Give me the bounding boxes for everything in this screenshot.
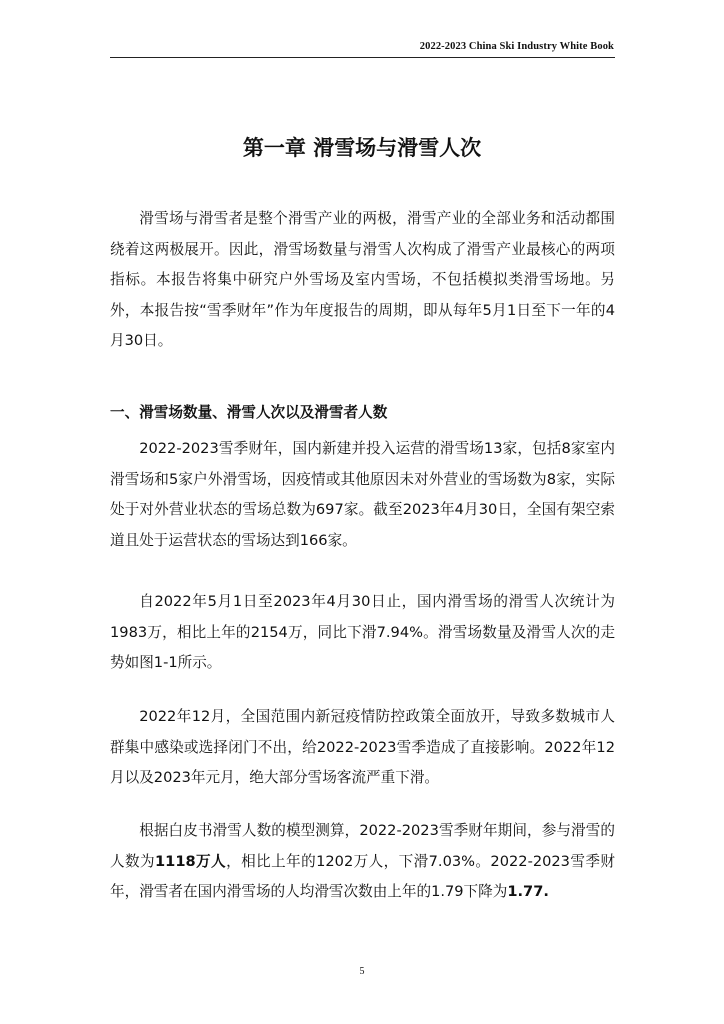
running-header: 2022-2023 China Ski Industry White Book: [419, 41, 614, 52]
paragraph-skier-count: [110, 816, 615, 908]
paragraph-block-1: [110, 434, 615, 556]
paragraph-block-3: [110, 702, 615, 794]
paragraph-skier-visits: 自2022年5月1日至2023年4月30日止，国内滑雪场的滑雪人次统计为1983万，相比上年的2154万，同比下滑7.94%。滑雪场数量及滑雪人次的走势如图1-1所示。: [110, 593, 615, 671]
skier-count-text-2: ，相比上年的1202万人，下滑7.03%。2022-2023雪季财年，滑雪者在国内滑雪场的人均滑雪次数由上年的1.79下降为: [110, 852, 615, 900]
skier-count-bold-2: 1.77.: [507, 883, 549, 900]
paragraph-ski-resorts: 2022-2023雪季财年，国内新建并投入运营的滑雪场13家，包括8家室内滑雪场和5家户外滑雪场，因疫情或其他原因未对外营业的雪场数为8家，实际处于对外营业状态的雪场总数为697家。截至2023年4月30日，全国有架空索道且处于运营状态的雪场达到166家。: [110, 440, 615, 549]
paragraph-covid-impact: 2022年12月，全国范围内新冠疫情防控政策全面放开，导致多数城市人群集中感染或选择闭门不出，给2022-2023雪季造成了直接影响。2022年12月以及2023年元月，绝大部分雪场客流严重下滑。: [110, 708, 615, 786]
skier-count-bold-1: 1118万人: [155, 852, 227, 870]
skier-count-text-1: 根据白皮书滑雪人数的模型测算，2022-2023雪季财年期间，参与滑雪的人数为: [110, 822, 615, 870]
paragraph-block-2: [110, 587, 615, 679]
intro-block: [110, 204, 615, 357]
section-heading: 一、滑雪场数量、滑雪人次以及滑雪者人数: [110, 404, 388, 421]
header-rule: [110, 57, 615, 58]
page-number: 5: [359, 966, 365, 977]
intro-paragraph: 滑雪场与滑雪者是整个滑雪产业的两极，滑雪产业的全部业务和活动都围绕着这两极展开。因此，滑雪场数量与滑雪人次构成了滑雪产业最核心的两项指标。本报告将集中研究户外雪场及室内雪场，不包括模拟类滑雪场地。另外，本报告按“雪季财年”作为年度报告的周期，即从每年5月1日至下一年的4月30日。: [110, 210, 615, 349]
paragraph-block-4: [110, 816, 615, 908]
chapter-title: 第一章 滑雪场与滑雪人次: [242, 136, 482, 160]
